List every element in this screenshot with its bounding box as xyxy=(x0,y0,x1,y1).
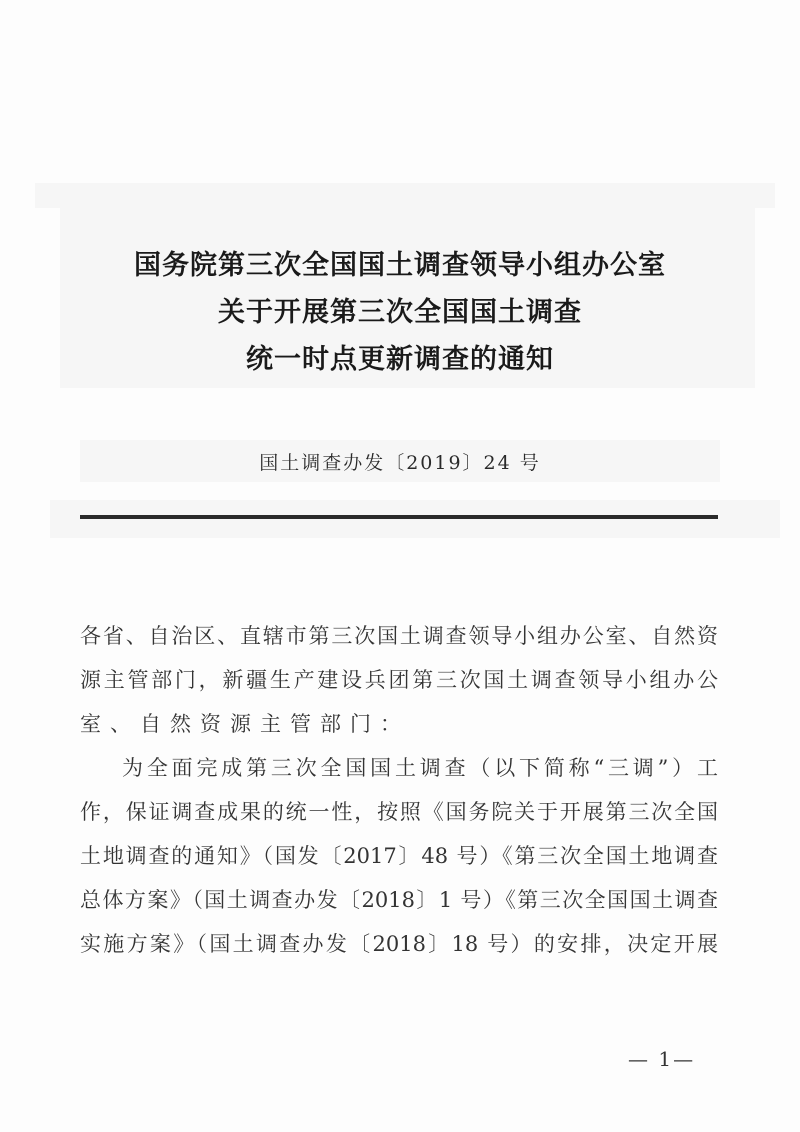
body-line: 为全面完成第三次全国国土调查（以下简称“三调”）工 xyxy=(122,756,718,780)
title-line-3: 统一时点更新调查的通知 xyxy=(246,344,554,375)
header-divider xyxy=(80,515,718,519)
body-line: 土地调查的通知》（国发〔2017〕48 号）《第三次全国土地调查 xyxy=(80,844,718,868)
body-line: 室、自然资源主管部门： xyxy=(80,712,410,736)
page-number: — 1— xyxy=(628,1047,696,1071)
scan-band xyxy=(50,500,780,538)
body-line: 实施方案》（国土调查办发〔2018〕18 号）的安排，决定开展 xyxy=(80,932,718,956)
body-line: 源主管部门，新疆生产建设兵团第三次国土调查领导小组办公 xyxy=(80,668,718,692)
document-number: 国土调查办发〔2019〕24 号 xyxy=(259,452,541,474)
scan-band xyxy=(35,183,775,208)
body-line: 作，保证调查成果的统一性，按照《国务院关于开展第三次全国 xyxy=(80,800,718,824)
body-line: 总体方案》（国土调查办发〔2018〕1 号）《第三次全国国土调查 xyxy=(80,888,718,912)
title-line-1: 国务院第三次全国国土调查领导小组办公室 xyxy=(134,250,666,281)
title-line-2: 关于开展第三次全国国土调查 xyxy=(218,297,582,328)
body-line: 各省、自治区、直辖市第三次国土调查领导小组办公室、自然资 xyxy=(80,624,718,648)
